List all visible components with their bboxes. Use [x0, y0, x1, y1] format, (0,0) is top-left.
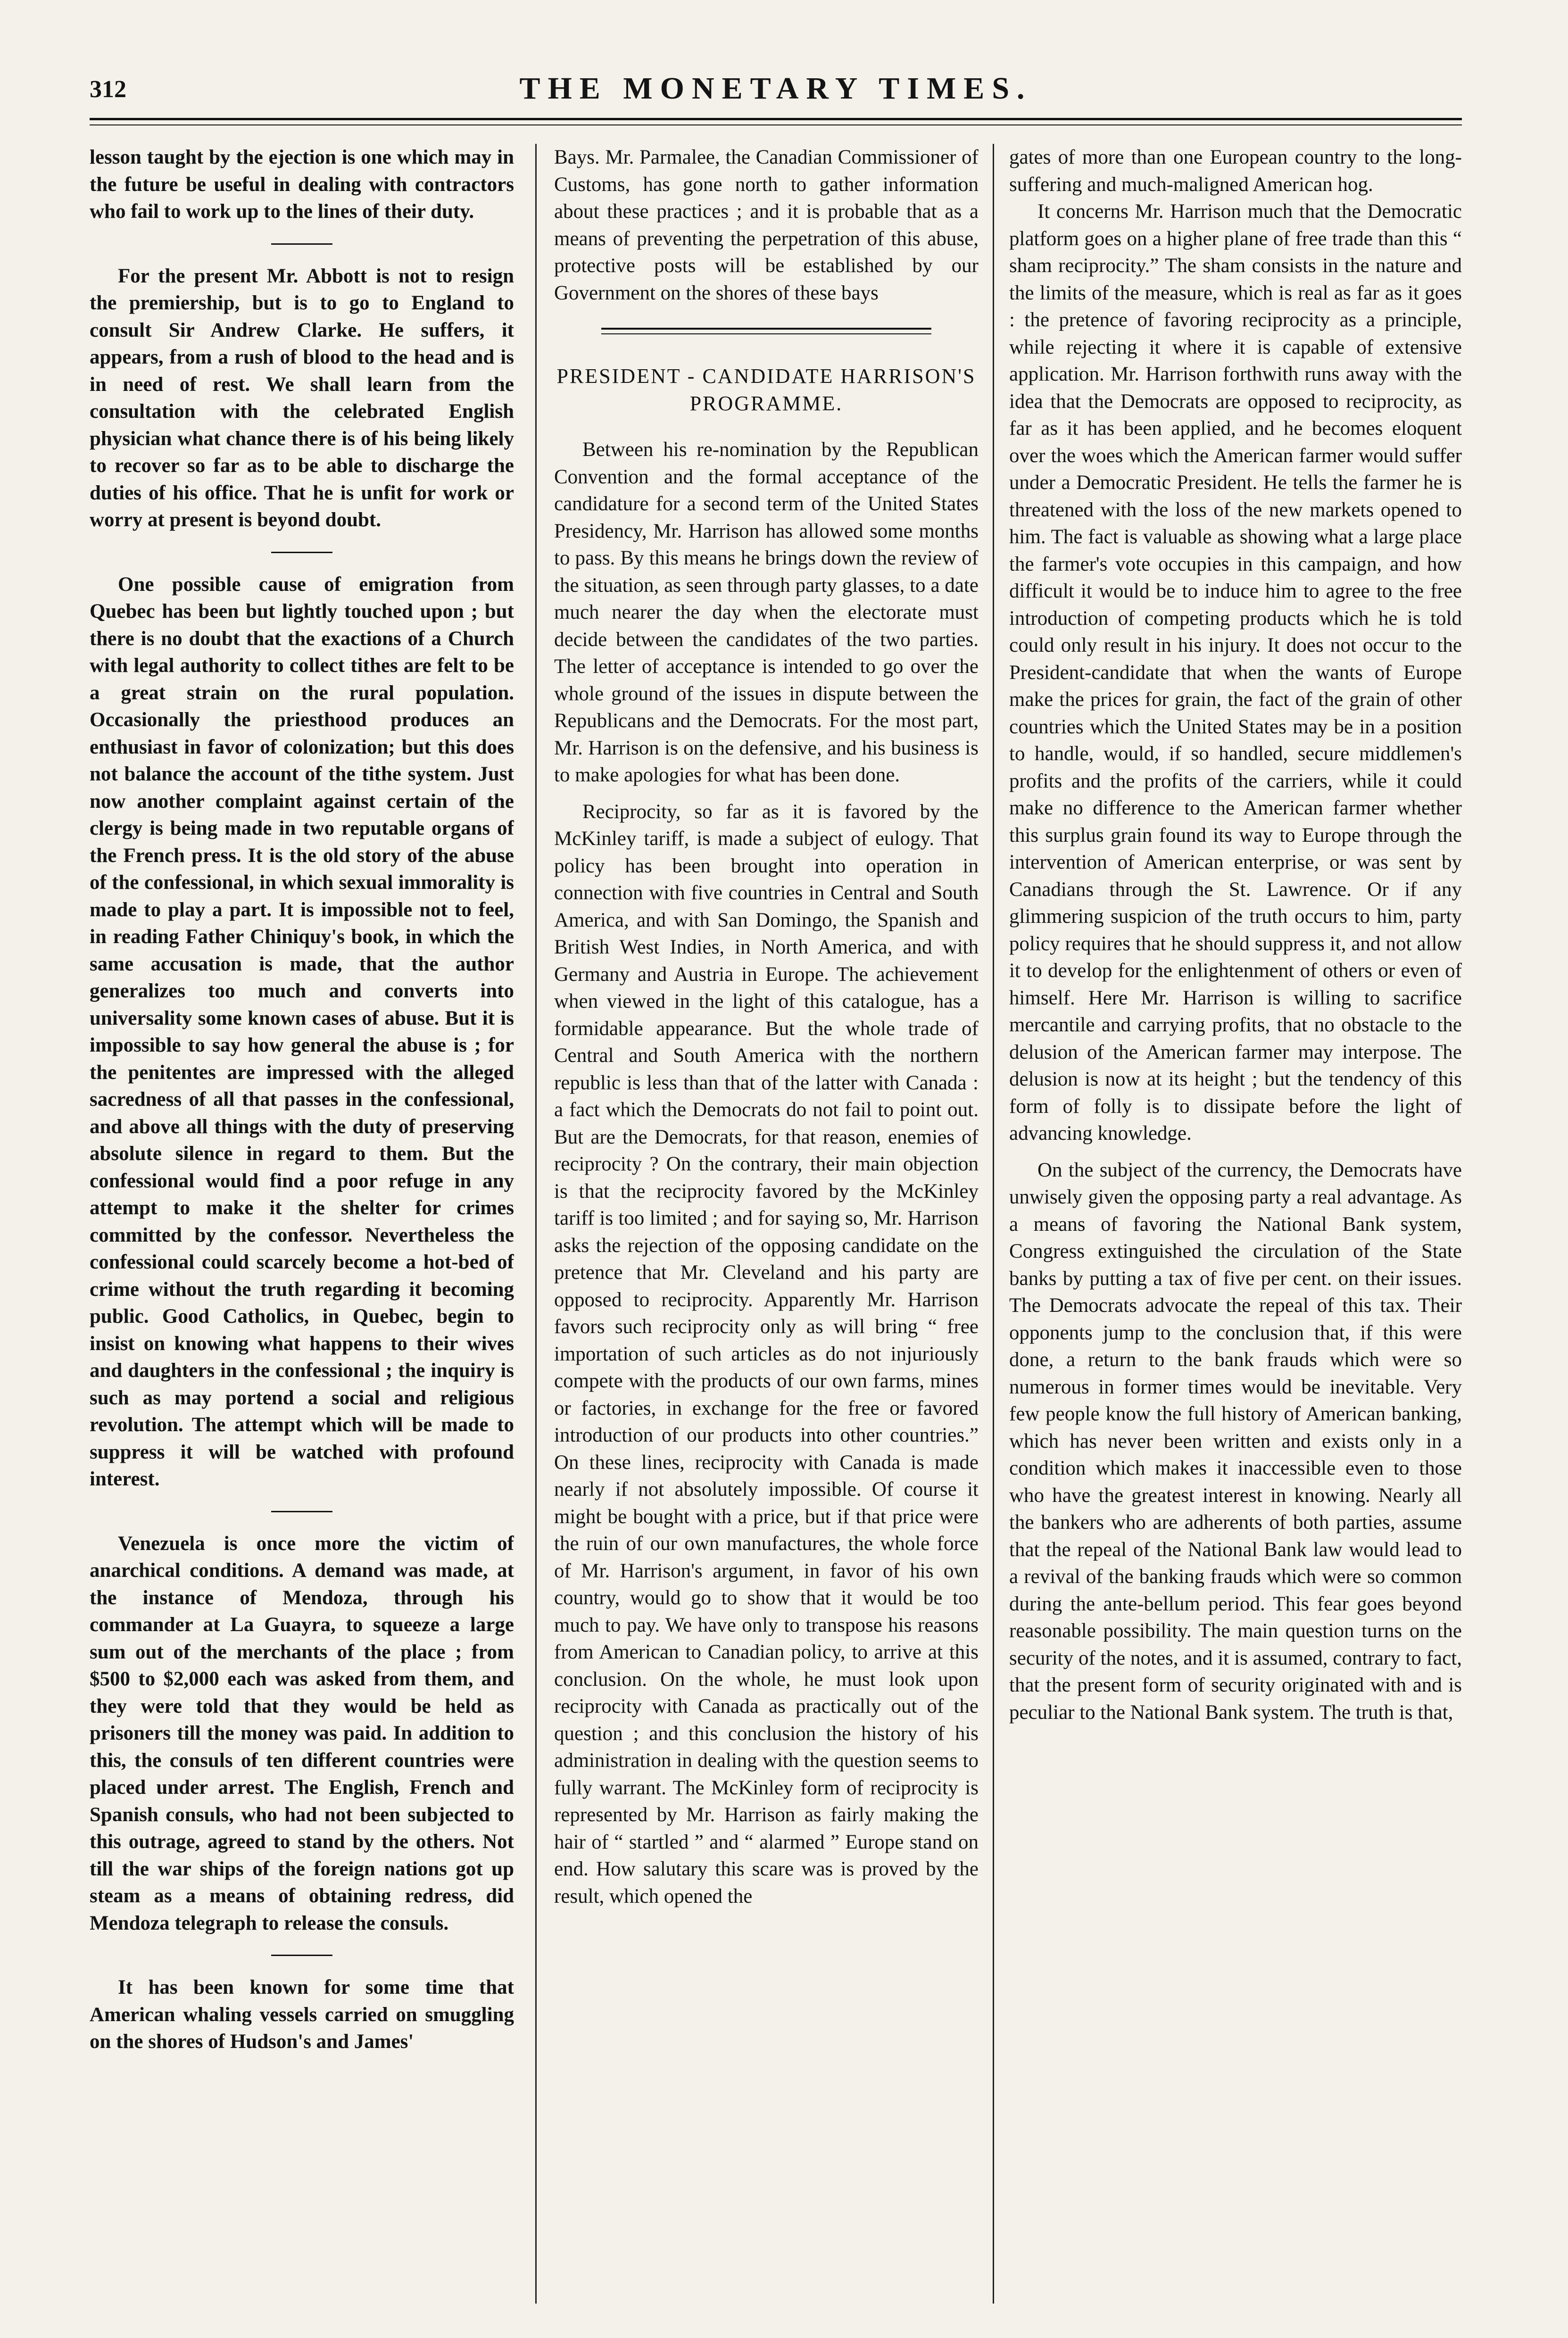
paragraph: Reciprocity, so far as it is favored by the McKinley tariff, is made a subject of eulogy. That policy has been brought into operation in connection with five countries in Central and South America, and with San Domingo, the Spanish and British West Indies, in North America, and with Germany and Austria in Europe. The achievement when viewed in the light of this catalogue, has a formidable appearance. But the whole trade of Central and South America with the northern republic is less than that of the latter with Canada : a fact which the Democrats do not fail to point out. But are the Democrats, for that reason, enemies of reciprocity ? On the contrary, their main objection is that the reciprocity favored by the McKinley tariff is too limited ; and for saying so, Mr. Harrison asks the rejection of the opposing candidate on the pretence that Mr. Cleveland and his party are opposed to reciprocity. Apparently Mr. Harrison favors such reciprocity only as will bring “ free importation of such articles as do not injuriously compete with the products of our own farms, mines or factories, in exchange for the free or favored introduction of our products into other countries.” On these lines, reciprocity with Canada is made nearly if not absolutely impossible. Of course it might be bought with a price, but if that price were the ruin of our own manufactures, the whole force of Mr. Harrison's argument, in favor of his own country, would go to show that it would be too much to pay. We have only to transpose his reasons from American to Canadian policy, to arrive at this conclusion. On the whole, he must look upon reciprocity with Canada as practically out of the question ; and this conclusion the history of his administration in dealing with the question seems to fully warrant. The McKinley form of reciprocity is represented by Mr. Harrison as fairly making the hair of “ startled ” and “ alarmed ” Europe stand on end. How salutary this scare was is proved by the result, which opened the [554, 800, 979, 1907]
section-separator [271, 243, 332, 245]
section-separator [271, 552, 332, 553]
paragraph: Venezuela is once more the victim of anarchical conditions. A demand was made, at the instance of Mendoza, through his commander at La Guayra, to squeeze a large sum out of the merchants of the place ; from $500 to $2,000 each was asked from them, and they were told that they would be held as prisoners till the money was paid. In addition to this, the consuls of ten different countries were placed under arrest. The English, French and Spanish consuls, who had not been subjected to this outrage, agreed to stand by the others. Not till the war ships of the foreign nations got up steam as a means of obtaining redress, did Mendoza telegraph to release the consuls. [90, 1532, 514, 1934]
article-rule [601, 328, 931, 334]
paragraph: Between his re-nomination by the Republican Convention and the formal acceptance of the candidature for a second term of the United States Presidency, Mr. Harrison has allowed some months to pass. By this means he brings down the review of the situation, as seen through party glasses, to a date much nearer the day when the electorate must decide between the candidates of the two parties. The letter of acceptance is intended to go over the whole ground of the issues in dispute between the Republicans and the Democrats. For the most part, Mr. Harrison is on the defensive, and his business is to make apologies for what has been done. [554, 439, 979, 786]
section-separator [271, 1511, 332, 1512]
paragraph: For the present Mr. Abbott is not to resign the premiership, but is to go to England to consult Sir Andrew Clarke. He suffers, it appears, from a rush of blood to the head and is in need of rest. We shall learn from the consultation with the celebrated English physician what chance there is of his being likely to recover so far as to be able to discharge the duties of his office. That he is unfit for work or worry at present is beyond doubt. [90, 265, 514, 531]
page-header [90, 66, 1462, 118]
paragraph: It has been known for some time that American whaling vessels carried on smuggling on the shores of Hudson's and James' [90, 1976, 514, 2053]
header-rule [90, 118, 1462, 120]
column-1 [90, 144, 514, 2304]
article-heading: PRESIDENT - CANDIDATE HARRISON'S PROGRAMME. [556, 365, 976, 415]
paragraph: One possible cause of emigration from Quebec has been but lightly touched upon ; but there is no doubt that the exactions of a Church with legal authority to collect tithes are felt to be a great strain on the rural population. Occasionally the priesthood produces an enthusiast in favor of colonization; but this does not balance the account of the tithe system. Just now another complaint against certain of the clergy is being made in two reputable organs of the French press. It is the old story of the abuse of the confessional, in which sexual immorality is made to play a part. It is impossible not to feel, in reading Father Chiniquy's book, in which the same accusation is made, that the author generalizes too much and converts into universality some known cases of abuse. But it is impossible to say how general the abuse is ; for the penitentes are impressed with the alleged sacredness of all that passes in the confessional, and above all things with the duty of preserving absolute silence in regard to them. But the confessional would find a poor refuge in any attempt to make it the shelter for crimes committed by the confessor. Nevertheless the confessional could scarcely become a hot-bed of crime without the truth regarding it becoming public. Good Catholics, in Quebec, begin to insist on knowing what happens to their wives and daughters in the confessional ; the inquiry is such as may portend a social and religious revolution. The attempt which will be made to suppress it will be watched with profound interest. [90, 573, 514, 1490]
paragraph: Bays. Mr. Parmalee, the Canadian Commissioner of Customs, has gone north to gather information about these practices ; and it is probable that as a means of preventing the perpetration of this abuse, protective posts will be established by our Government on the shores of these bays [554, 146, 979, 304]
column-divider [993, 144, 994, 2304]
section-separator [271, 1955, 332, 1956]
column-divider [535, 144, 537, 2304]
paragraph: gates of more than one European country to the long-suffering and much-maligned American hog. [1009, 146, 1462, 196]
page-number: 312 [90, 76, 126, 103]
header-rule-thin [90, 124, 1462, 125]
paragraph: It concerns Mr. Harrison much that the Democratic platform goes on a higher plane of free trade than this “ sham reciprocity.” The sham consists in the nature and the limits of the measure, which is real as far as it goes : the pretence of favoring reciprocity as a principle, while rejecting it where it is capable of extensive application. Mr. Harrison forthwith runs away with the idea that the Democrats are opposed to reciprocity, as far as it has been applied, and he becomes eloquent over the woes which the American farmer would suffer under a Democratic President. He tells the farmer he is threatened with the loss of the new markets opened to him. The fact is valuable as showing what a large place the farmer's vote occupies in this campaign, and how difficult it would be to induce him to agree to the free introduction of competing products which he is told could only result in his injury. It does not occur to the President-candidate that when the wants of Europe make the prices for grain, the fact of the grain of other countries which the United States may be in a position to handle, would, if so handled, secure middlemen's profits and the profits of the carriers, while it could make no difference to the American farmer whether this surplus grain found its way to Europe through the intervention of American enterprise, or was sent by Canadians through the St. Lawrence. Or if any glimmering suspicion of the truth occurs to him, party policy requires that he should suppress it, and not allow it to develop for the enlightenment of others or even of himself. Here Mr. Harrison is willing to sacrifice mercantile and carrying profits, that no obstacle to the delusion of the American farmer may interpose. The delusion is now at its height ; but the tendency of this form of folly is to dissipate before the light of advancing knowledge. [1009, 200, 1462, 1144]
column-3 [1009, 144, 1462, 2304]
article-columns [90, 144, 1462, 2304]
column-2 [554, 144, 979, 2304]
masthead-title: THE MONETARY TIMES. [519, 71, 1032, 106]
paragraph: lesson taught by the ejection is one which may in the future be useful in dealing with contractors who fail to work up to the lines of their duty. [90, 146, 514, 223]
paragraph: On the subject of the currency, the Democrats have unwisely given the opposing party a real advantage. As a means of favoring the National Bank system, Congress extinguished the circulation of the State banks by putting a tax of five per cent. on their issues. The Democrats advocate the repeal of this tax. Their opponents jump to the conclusion that, if this were done, a return to the bank frauds which were so numerous in former times would be inevitable. Very few people know the full history of American banking, which has never been written and exists only in a condition which makes it inaccessible even to those who have the greatest interest in knowing. Nearly all the bankers who are adherents of both parties, assume that the repeal of the National Bank law would lead to a revival of the banking frauds which were so common during the ante-bellum period. This fear goes beyond reasonable possibility. The main question turns on the security of the notes, and it is assumed, contrary to fact, that the present form of security originated with and is peculiar to the National Bank system. The truth is that, [1009, 1159, 1462, 1724]
